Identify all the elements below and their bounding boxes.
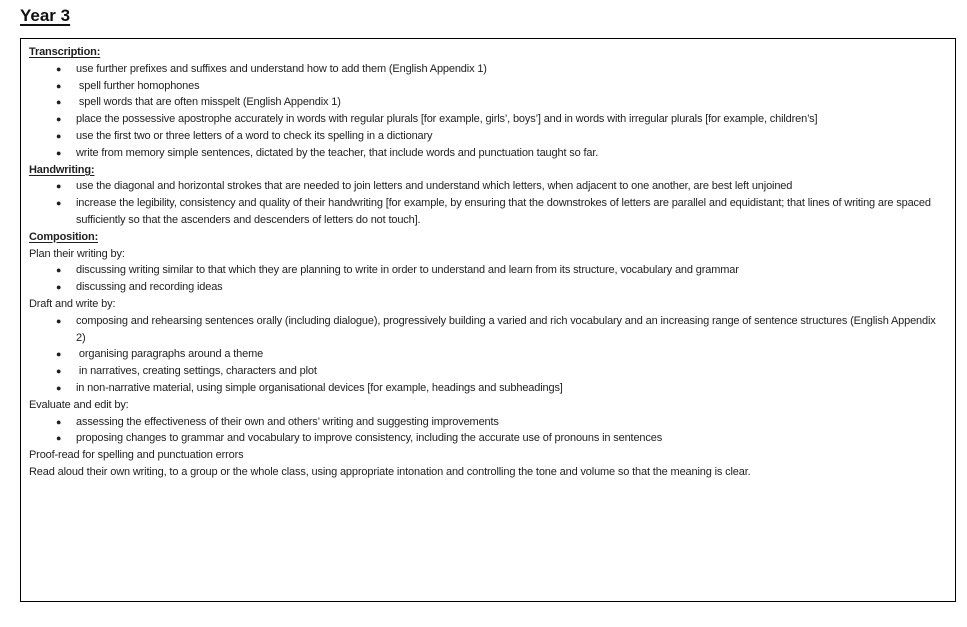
list-item <box>29 430 945 447</box>
list-item <box>29 111 945 128</box>
list-item-text: spell further homophones <box>76 79 200 92</box>
bullet-icon: ● <box>56 282 62 293</box>
list-item <box>29 313 945 347</box>
list-item <box>29 279 945 296</box>
list-item-text: place the possessive apostrophe accurately in words with regular plurals [for example, girls’, boys’] and in words with irregular plurals [for example, children’s] <box>76 113 818 126</box>
section-heading: Composition: <box>29 230 99 243</box>
bullet-icon: ● <box>56 265 62 276</box>
content-box <box>20 38 956 602</box>
list-item-text: discussing and recording ideas <box>76 281 223 294</box>
list-item-text: in non-narrative material, using simple organisational devices [for example, headings and subheadings] <box>76 381 563 394</box>
bullet-icon: ● <box>56 315 62 326</box>
bullet-icon: ● <box>56 114 62 125</box>
section-heading: Handwriting: <box>29 163 95 176</box>
list-item-text: increase the legibility, consistency and quality of their handwriting [for example, by ensuring that the downstrokes of letters are parallel and equidistant; that lines of writing are spaced sufficiently so that the ascenders and descenders of letters do not touch]. <box>76 197 934 226</box>
bullet-icon: ● <box>56 147 62 158</box>
list-item-text: write from memory simple sentences, dictated by the teacher, that include words and punctuation taught so far. <box>76 146 599 159</box>
list-item-text: use the first two or three letters of a word to check its spelling in a dictionary <box>76 129 433 142</box>
list-item-text: spell words that are often misspelt (English Appendix 1) <box>76 96 341 109</box>
bullet-icon: ● <box>56 97 62 108</box>
list-item <box>29 145 945 162</box>
list-item <box>29 128 945 145</box>
bullet-icon: ● <box>56 63 62 74</box>
bullet-icon: ● <box>56 416 62 427</box>
bullet-icon: ● <box>56 80 62 91</box>
list-item <box>29 78 945 95</box>
bullet-icon: ● <box>56 349 62 360</box>
list-item-text: use the diagonal and horizontal strokes that are needed to join letters and understand which letters, when adjacent to one another, are best left unjoined <box>76 180 793 193</box>
bullet-icon: ● <box>56 181 62 192</box>
paragraph: Read aloud their own writing, to a group or the whole class, using appropriate intonation and controlling the tone and volume so that the meaning is clear. <box>29 465 751 478</box>
content-blocks <box>29 44 945 481</box>
list-item-text: proposing changes to grammar and vocabulary to improve consistency, including the accurate use of pronouns in sentences <box>76 432 663 445</box>
list-item <box>29 195 945 229</box>
paragraph: Draft and write by: <box>29 297 116 310</box>
list-item-text: in narratives, creating settings, characters and plot <box>76 365 317 378</box>
list-item <box>29 262 945 279</box>
list-item <box>29 363 945 380</box>
page-title: Year 3 <box>20 6 71 25</box>
list-item <box>29 380 945 397</box>
bullet-icon: ● <box>56 382 62 393</box>
list-item-text: assessing the effectiveness of their own and others’ writing and suggesting improvements <box>76 415 499 428</box>
list-item-text: composing and rehearsing sentences orally (including dialogue), progressively building a varied and rich vocabulary and an increasing range of sentence structures (English Appendix 2) <box>76 314 939 344</box>
bullet-icon: ● <box>56 130 62 141</box>
paragraph: Proof-read for spelling and punctuation errors <box>29 449 244 462</box>
list-item <box>29 178 945 195</box>
paragraph: Evaluate and edit by: <box>29 398 129 411</box>
list-item-text: organising paragraphs around a theme <box>76 348 264 361</box>
section-heading: Transcription: <box>29 46 101 58</box>
list-item <box>29 94 945 111</box>
bullet-icon: ● <box>56 366 62 377</box>
list-item <box>29 414 945 431</box>
list-item <box>29 346 945 363</box>
list-item-text: use further prefixes and suffixes and understand how to add them (English Appendix 1) <box>76 62 487 75</box>
bullet-icon: ● <box>56 198 62 209</box>
paragraph: Plan their writing by: <box>29 247 125 260</box>
bullet-icon: ● <box>56 433 62 444</box>
list-item <box>29 61 945 78</box>
list-item-text: discussing writing similar to that which they are planning to write in order to understand and learn from its structure, vocabulary and grammar <box>76 264 739 277</box>
